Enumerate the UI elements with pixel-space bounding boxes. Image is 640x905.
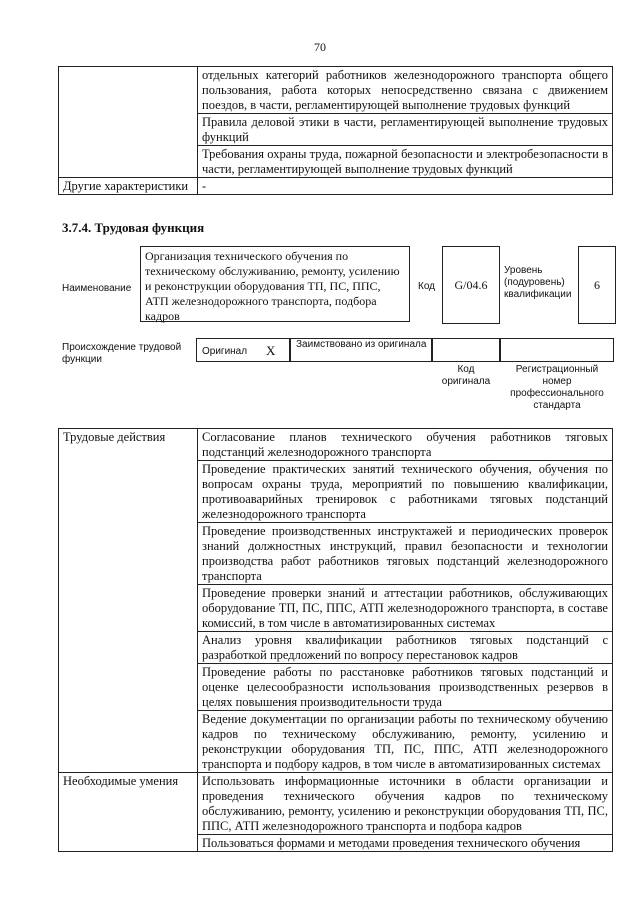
actions-label: Трудовые действия bbox=[59, 429, 198, 773]
action-row: Анализ уровня квалификации работников тяговых подстанций с разработкой предложений по вопросу перестановок кадров bbox=[198, 632, 613, 664]
action-row: Проведение практических занятий технического обучения, обучения по вопросам охраны труда, мероприятий по повышению квалификации, противоаварийных тренировок с работниками тяговых подстанций железнодорожного транспорта bbox=[198, 461, 613, 523]
action-row: Проведение производственных инструктажей и периодических проверок знаний должностных инструкций, правил безопасности и технологии производства работ работников тяговых подстанций железнодорожного транспорта bbox=[198, 523, 613, 585]
section-heading: 3.7.4. Трудовая функция bbox=[62, 220, 205, 235]
action-row: Ведение документации по организации работы по техническому обучению кадров по техническому обслуживанию, ремонту, усилению и реконструкции оборудования ТП, ПС, ППС, АТП железнодорожного транспорта и подбору кадров, в том числе в автоматизированных системах bbox=[198, 711, 613, 773]
original-mark: X bbox=[266, 343, 276, 358]
skill-row: Использовать информационные источники в области организации и проведения технического обучения кадров по техническому обслуживанию, ремонту, усилению и реконструкции оборудования ТП, ПС, ППС, АТП железнодорожного транспорта и подбора кадров bbox=[198, 773, 613, 835]
code-original-label: Код оригинала bbox=[441, 364, 491, 387]
page-number: 70 bbox=[314, 40, 326, 54]
action-row: Проведение работы по расстановке работников тяговых подстанций и оценке целесообразности использования производственных резервов в целях повышения производительности труда bbox=[198, 664, 613, 711]
skill-row: Пользоваться формами и методами проведения технического обучения bbox=[198, 835, 613, 852]
function-name-box: Организация технического обучения по техническому обслуживанию, ремонту, усилению и реконструкции оборудования ТП, ПС, ППС, АТП железнодорожного транспорта, подбора кадров bbox=[140, 246, 410, 322]
origin-label: Происхождение трудовой функции bbox=[62, 342, 182, 365]
knowledge-row: отдельных категорий работников железнодорожного транспорта общего пользования, работа которых непосредственно связана с движением поездов, в части, регламентирующей выполнение трудовых функций bbox=[198, 67, 613, 114]
knowledge-row: Требования охраны труда, пожарной безопасности и электробезопасности в части, регламентирующей выполнение трудовых функций bbox=[198, 146, 613, 178]
borrowed-label: Заимствовано из оригинала bbox=[296, 339, 427, 350]
labor-actions-table bbox=[58, 428, 613, 852]
reg-number-box bbox=[500, 338, 614, 362]
action-row: Проведение проверки знаний и аттестации работников, обслуживающих оборудование ТП, ПС, ППС, АТП железнодорожного транспорта, в составе комиссий, в том числе в автоматизированных системах bbox=[198, 585, 613, 632]
knowledge-row: Правила деловой этики в части, регламентирующей выполнение трудовых функций bbox=[198, 114, 613, 146]
top-characteristics-table bbox=[58, 66, 613, 195]
code-label: Код bbox=[418, 281, 436, 292]
other-characteristics-value: - bbox=[198, 178, 613, 195]
code-value-box: G/04.6 bbox=[442, 246, 500, 324]
action-row: Согласование планов технического обучения работников тяговых подстанций железнодорожного транспорта bbox=[198, 429, 613, 461]
original-label: Оригинал bbox=[202, 346, 248, 357]
empty-label-cell bbox=[59, 67, 198, 178]
other-characteristics-label: Другие характеристики bbox=[59, 178, 198, 195]
skills-label: Необходимые умения bbox=[59, 773, 198, 852]
code-original-box bbox=[432, 338, 500, 362]
name-label: Наименование bbox=[62, 283, 132, 294]
reg-number-label: Регистрационный номер профессионального стандарта bbox=[510, 364, 604, 411]
level-value-box: 6 bbox=[578, 246, 616, 324]
level-label: Уровень (подуровень) квалификации bbox=[504, 265, 572, 300]
